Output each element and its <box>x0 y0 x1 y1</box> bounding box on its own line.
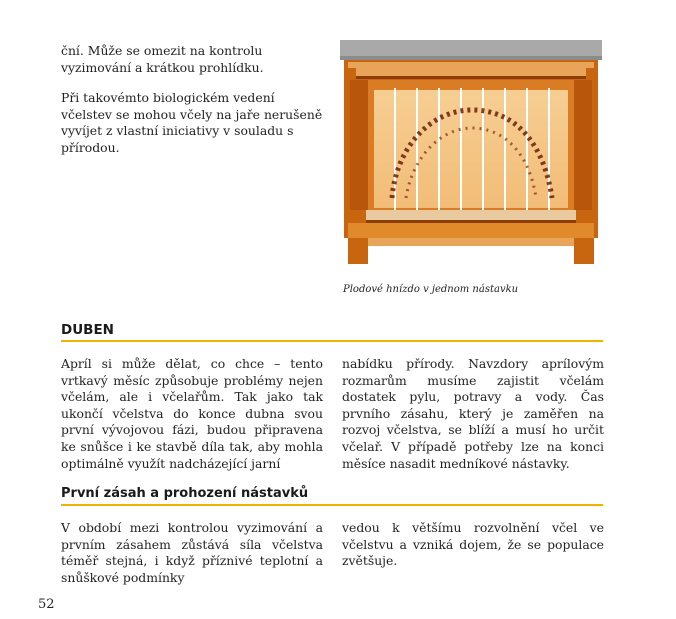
section-rule <box>61 340 603 342</box>
hive-leg-left <box>348 238 368 264</box>
section-heading-prvni-zasah: První zásah a prohození nástavků <box>61 486 309 501</box>
intro-paragraph-2: Při takovémto biologickém vedení včelstev se mohou včely na jaře nerušeně vyvíjet z vlastní iniciativy v souladu s přírodou. <box>61 90 323 155</box>
hive-illustration <box>340 40 602 266</box>
intro-paragraph-1: ční. Může se omezit na kontrolu vyzimování a krátkou prohlídku. <box>61 43 264 75</box>
page-number: 52 <box>38 597 55 612</box>
brood-frames <box>374 88 568 210</box>
section-heading-duben: DUBEN <box>61 322 114 338</box>
figure-caption: Plodové hnízdo v jednom nástavku <box>343 284 519 295</box>
hive-leg-right <box>574 238 594 264</box>
zasah-column-1: V období mezi kontrolou vyzimování a prvním zásahem zůstává síla včelstva téměř stejná, i když příznivé teplotní a snůškové podmínky <box>61 520 323 585</box>
duben-column-2: nabídku přírody. Navzdory aprílovým rozmarům musíme zajistit včelám dostatek pylu, potravy a vody. Čas prvního zásahu, který je zaměřen na rozvoj včelstva, se blíží a musí ho určit včelař. V případě potřeby lze na konci měsíce nasadit medníkové nástavky. <box>342 356 604 471</box>
duben-column-1: Apríl si může dělat, co chce – tento vrtkavý měsíc způsobuje problémy nejen včelám, ale i včelařům. Tak jako tak ukončí včelstva do konce dubna svou první vývojovou fázi, budou připravena ke snůšce i ke stavbě díla tak, aby mohla optimálně využít nadcházející jarní <box>61 356 323 471</box>
section-rule <box>61 504 603 506</box>
zasah-column-2: vedou k většímu rozvolnění včel ve včelstvu a vzniká dojem, že se populace zvětšuje. <box>342 520 604 569</box>
